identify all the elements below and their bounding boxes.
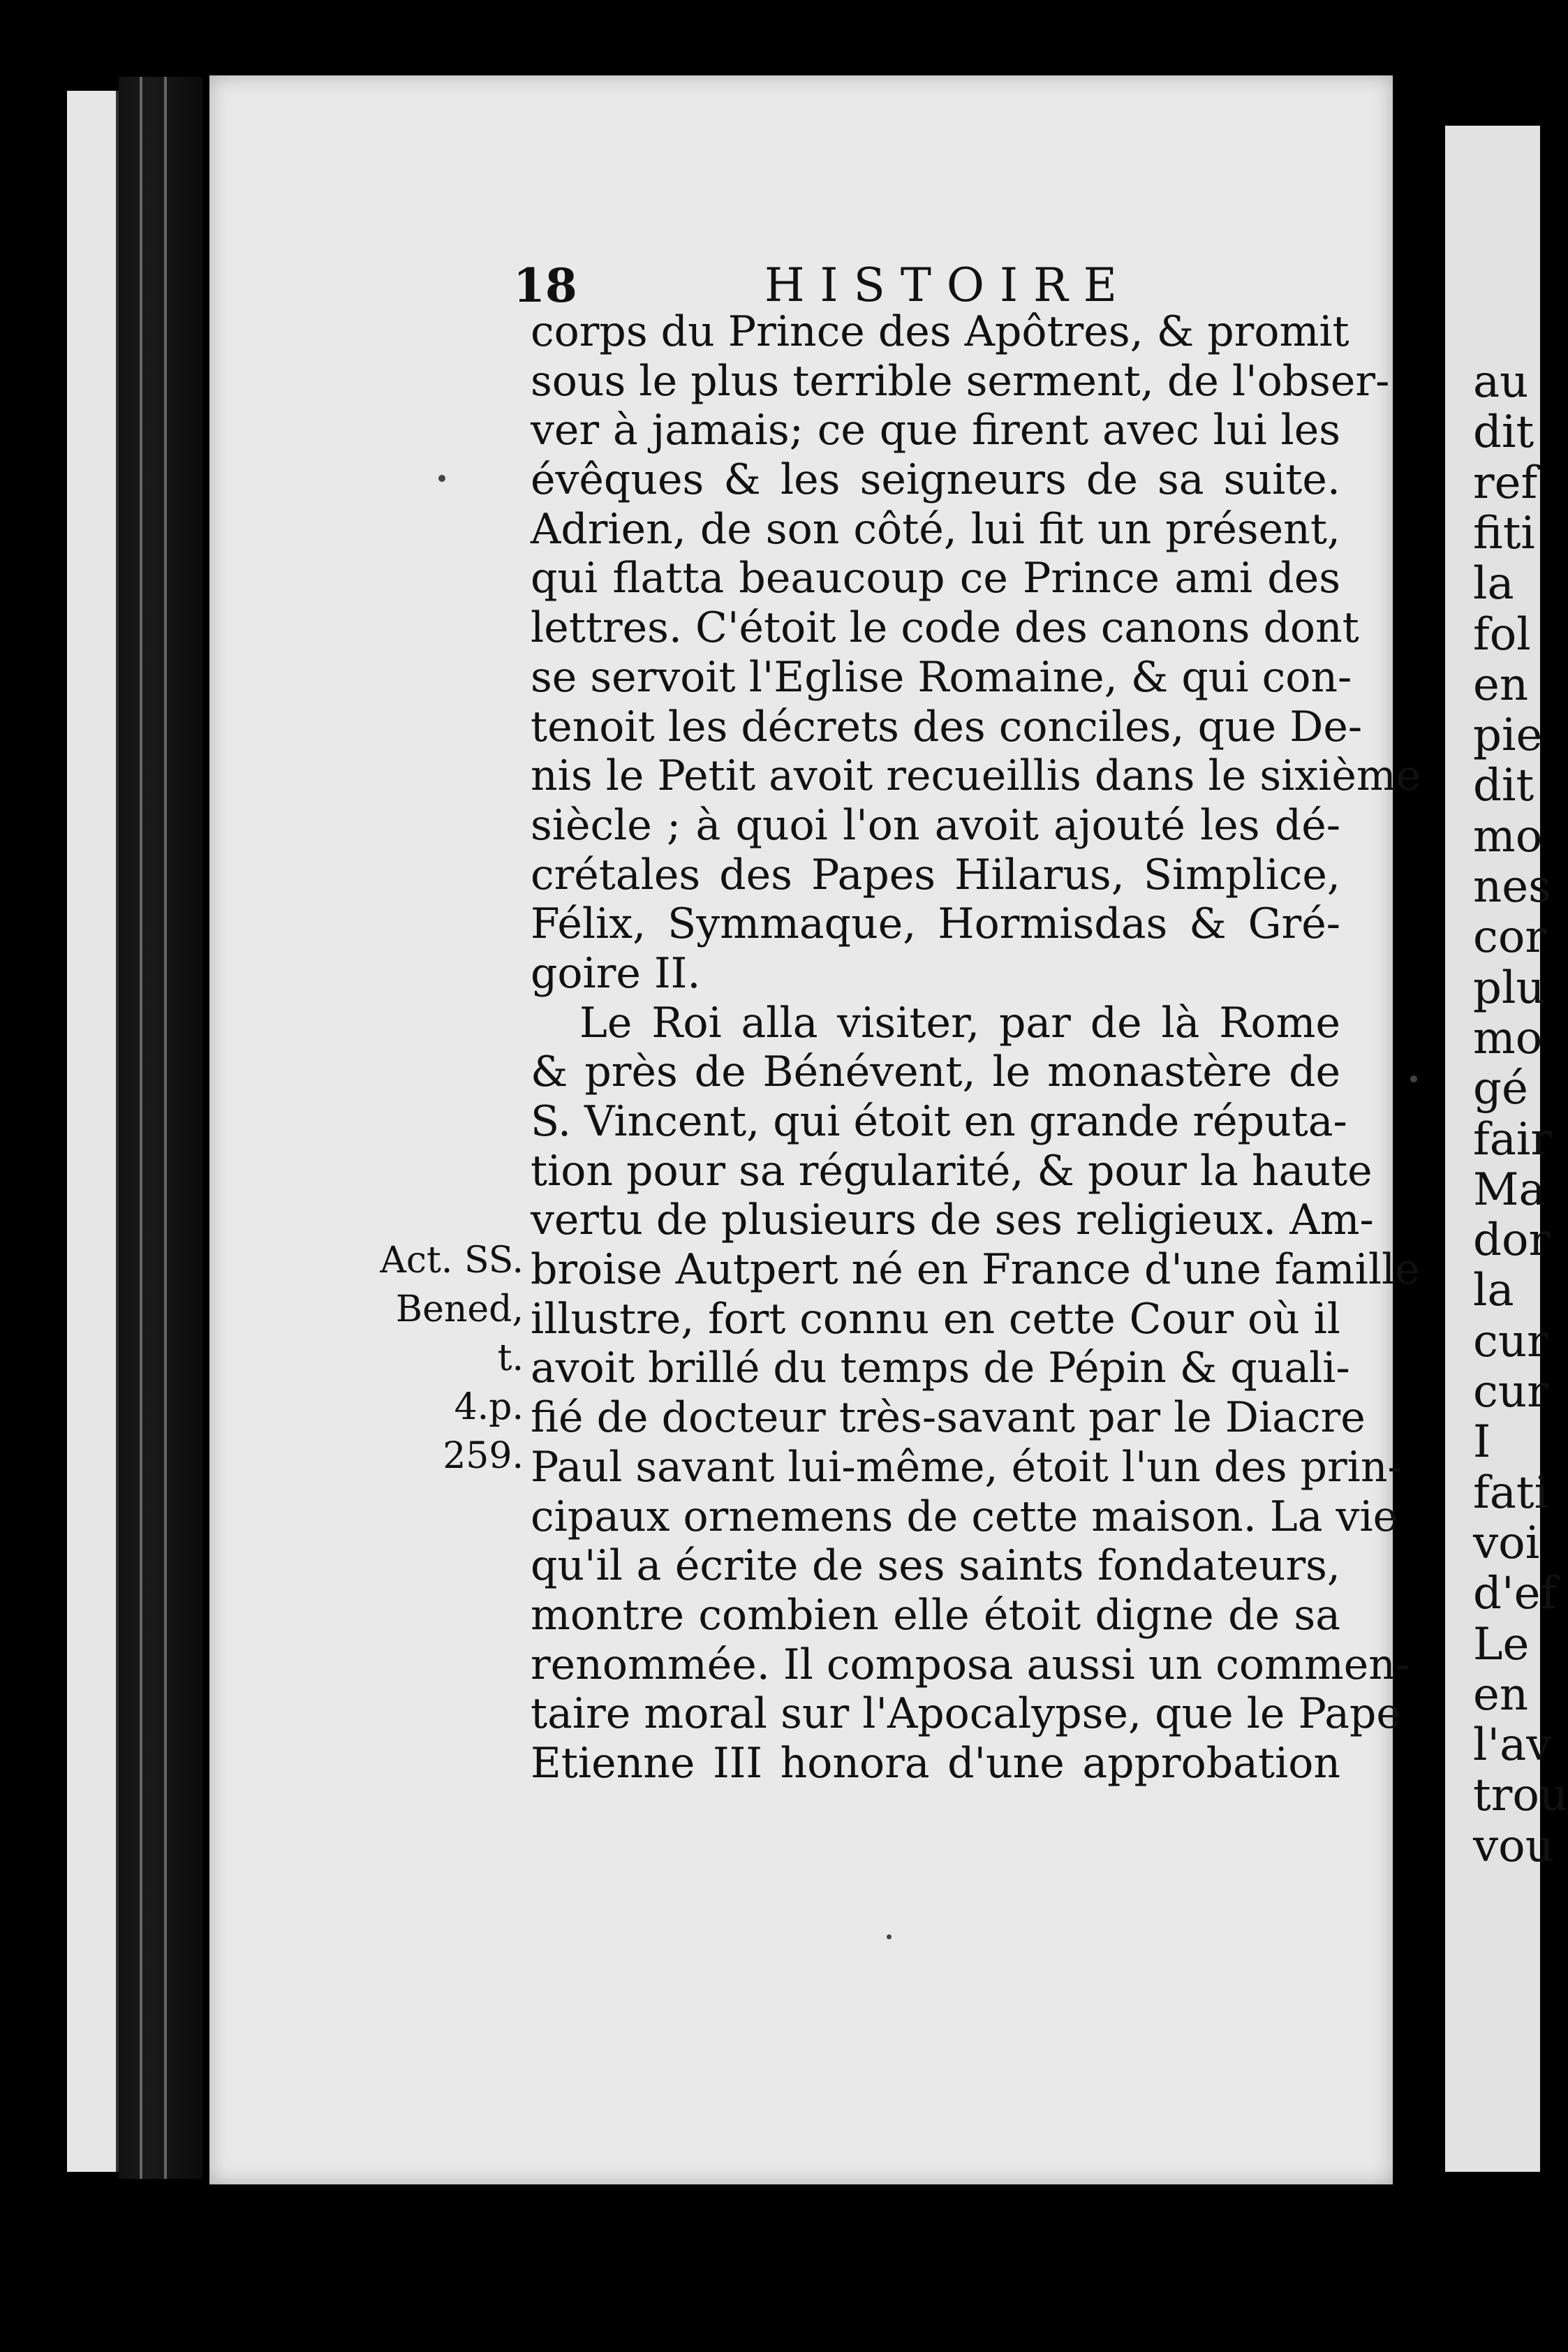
next-page-text-fragment: pie	[1473, 710, 1543, 762]
next-page-text-fragment: cur	[1473, 1315, 1548, 1367]
text-line: avoit brillé du temps de Pépin & quali-	[531, 1344, 1350, 1393]
next-page-text-fragment: l'av	[1473, 1719, 1552, 1772]
next-page-text-fragment: Ma	[1473, 1163, 1546, 1216]
next-page-text-fragment: en	[1473, 659, 1529, 711]
text-line: ver à jamais; ce que firent avec lui les	[531, 406, 1340, 455]
text-line: Etienne III honora d'une approbation	[531, 1738, 1340, 1788]
next-page-text-fragment: nes	[1473, 861, 1551, 913]
text-line: montre combien elle étoit digne de sa	[531, 1590, 1340, 1640]
ink-speck	[438, 475, 445, 482]
next-page-text-fragment: mo	[1473, 810, 1543, 862]
next-page-text-fragment: fiti	[1473, 507, 1535, 559]
next-page-text-fragment: fair	[1473, 1113, 1552, 1166]
next-page-text-fragment: fol	[1473, 608, 1531, 661]
text-line: vertu de plusieurs de ses religieux. Am-	[531, 1196, 1374, 1245]
next-page-text-fragment: gé	[1473, 1063, 1528, 1115]
text-line: corps du Prince des Apôtres, & promit	[531, 307, 1349, 356]
running-title: HISTOIRE	[764, 258, 1132, 312]
text-line: illustre, fort connu en cette Cour où il	[531, 1294, 1340, 1344]
page-number: 18	[513, 258, 577, 313]
next-page-text-fragment: la	[1473, 558, 1514, 610]
book-gutter	[119, 77, 202, 2179]
next-page-fragment	[1445, 126, 1568, 2172]
next-page-text-fragment: dit	[1473, 406, 1534, 459]
body-text	[531, 307, 1421, 1788]
gutter-line	[164, 77, 167, 2179]
text-line: & près de Bénévent, le monastère de	[531, 1048, 1340, 1097]
text-line: fié de docteur très-savant par le Diacre	[531, 1393, 1366, 1443]
next-page-text-fragment: dit	[1473, 760, 1534, 812]
next-page-text-fragment: la	[1473, 1265, 1514, 1317]
next-page-text-fragment: en	[1473, 1668, 1529, 1721]
text-line: tenoit les décrets des conciles, que De-	[531, 702, 1363, 751]
text-line: taire moral sur l'Apocalypse, que le Pape	[531, 1689, 1401, 1739]
text-line: Adrien, de son côté, lui fit un présent,	[531, 504, 1340, 554]
left-page-edge	[67, 91, 120, 2172]
margin-note-line: 4.p. 259.	[443, 1386, 524, 1477]
text-line: Paul savant lui-même, étoit l'un des prin-	[531, 1442, 1402, 1492]
text-line: S. Vincent, qui étoit en grande réputa-	[531, 1097, 1347, 1146]
text-line: qui flatta beaucoup ce Prince ami des	[531, 554, 1340, 603]
ink-speck	[1410, 1075, 1417, 1082]
text-line: évêques & les seigneurs de sa suite.	[531, 455, 1340, 505]
text-line: lettres. C'étoit le code des canons dont	[531, 603, 1359, 653]
text-line: renommée. Il composa aussi un commen-	[531, 1640, 1410, 1689]
text-line: goire II.	[531, 948, 701, 998]
next-page-text-fragment: ref	[1473, 457, 1538, 509]
next-page-text-fragment: vou	[1473, 1820, 1554, 1872]
text-line: tion pour sa régularité, & pour la haute	[531, 1146, 1373, 1196]
margin-note-line: Act. SS.	[380, 1240, 524, 1281]
margin-note-line: Bened, t.	[395, 1288, 524, 1379]
next-page-text-fragment: d'ef	[1473, 1568, 1558, 1620]
text-line: nis le Petit avoit recueillis dans le sixième	[531, 751, 1421, 801]
paragraph-start-line: Le Roi alla visiter, par de là Rome	[579, 998, 1340, 1048]
next-page-text-fragment: Le	[1473, 1618, 1530, 1670]
text-line: sous le plus terrible serment, de l'obser-	[531, 356, 1390, 406]
marginal-reference	[363, 1236, 524, 1480]
next-page-text-fragment: voi	[1473, 1517, 1540, 1569]
next-page-text-fragment: fati	[1473, 1467, 1549, 1519]
gutter-line	[140, 77, 142, 2179]
next-page-text-fragment: plu	[1473, 962, 1545, 1014]
text-line: siècle ; à quoi l'on avoit ajouté les dé-	[531, 800, 1340, 850]
text-line: broise Autpert né en France d'une famille	[531, 1245, 1420, 1295]
next-page-text-fragment: dor	[1473, 1214, 1551, 1267]
next-page-text-fragment: I	[1473, 1416, 1491, 1469]
text-line: se servoit l'Eglise Romaine, & qui con-	[531, 652, 1352, 702]
ink-speck	[887, 1934, 892, 1939]
next-page-text-fragment: trou	[1473, 1770, 1568, 1822]
next-page-text-fragment: cur	[1473, 1366, 1548, 1418]
text-line: crétales des Papes Hilarus, Simplice,	[531, 850, 1340, 899]
next-page-text-fragment: au	[1473, 356, 1529, 408]
text-line: cipaux ornemens de cette maison. La vie	[531, 1492, 1398, 1541]
next-page-text-fragment: mo	[1473, 1012, 1543, 1064]
text-line: qu'il a écrite de ses saints fondateurs,	[531, 1541, 1340, 1591]
next-page-text-fragment: cor	[1473, 911, 1546, 964]
text-line: Félix, Symmaque, Hormisdas & Gré-	[531, 899, 1340, 949]
